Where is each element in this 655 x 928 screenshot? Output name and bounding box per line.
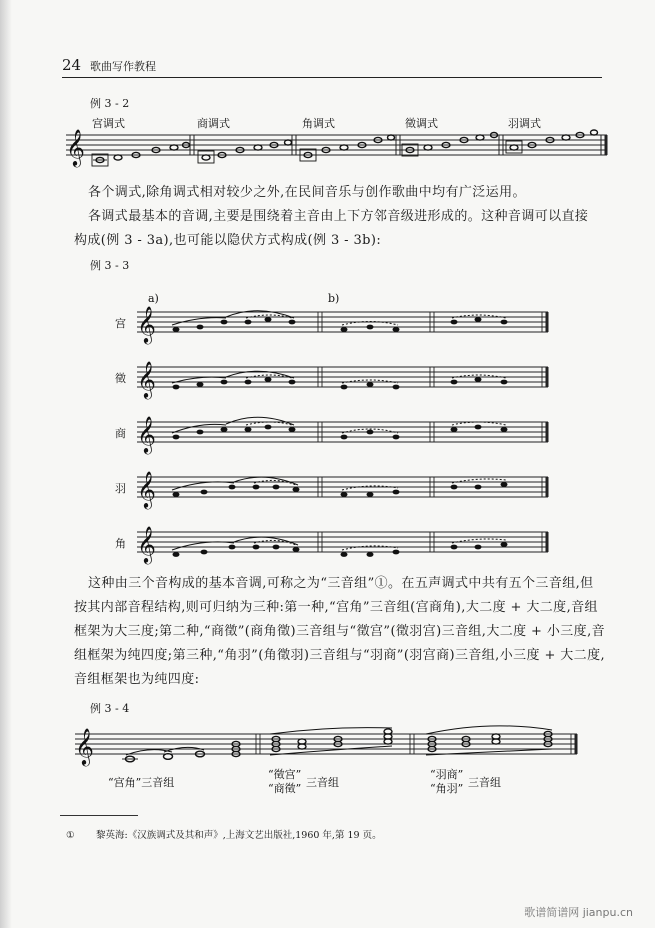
staff-row-yu bbox=[115, 470, 548, 509]
footnote-mark: ① bbox=[66, 830, 75, 841]
watermark: 歌谱简谱网 jianpu.cn bbox=[524, 906, 633, 919]
paragraph-line-2: 按其内部音程结构,则可归纳为三种:第一种,“宫角”三音组(宫商角),大二度 + 大二度,音组 bbox=[74, 600, 598, 615]
treble-clef-icon: 𝄞 bbox=[137, 415, 156, 453]
footnote bbox=[66, 827, 382, 841]
group2-caption-line1: “徵宫” bbox=[268, 768, 302, 781]
footnote-text: 黎英海:《汉族调式及其和声》,上海文艺出版社,1960 年,第 19 页。 bbox=[96, 830, 382, 841]
row-label-jue: 角 bbox=[115, 537, 126, 550]
treble-clef-icon: 𝄞 bbox=[137, 305, 156, 343]
paragraph-basic-tone-line1: 各调式最基本的音调,主要是围绕着主音由上下方邻音级进形成的。这种音调可以直接 bbox=[88, 209, 589, 224]
mode-label-gong: 宫调式 bbox=[92, 117, 125, 130]
paragraph-line-1: 这种由三个音构成的基本音调,可称之为“三音组”①。在五声调式中共有五个三音组,但 bbox=[88, 576, 594, 591]
book-title: 歌曲写作教程 bbox=[90, 60, 156, 73]
paragraph-three-note-groups bbox=[74, 572, 608, 692]
treble-clef-icon: 𝄞 bbox=[66, 128, 85, 166]
paragraph-basic-tone-line2: 构成(例 3 - 3a),也可能以隐伏方式构成(例 3 - 3b): bbox=[74, 233, 382, 248]
part-a-label: a) bbox=[148, 292, 159, 305]
paragraph-basic-tone bbox=[74, 205, 608, 253]
mode-label-zhi: 徵调式 bbox=[405, 117, 438, 130]
treble-clef-icon: 𝄞 bbox=[137, 360, 156, 398]
row-label-gong: 宫 bbox=[115, 317, 126, 330]
example-3-3-staves bbox=[0, 282, 655, 572]
group1-caption: “宫角”三音组 bbox=[108, 776, 175, 789]
page-header bbox=[62, 56, 602, 76]
row-label-yu: 羽 bbox=[115, 482, 126, 495]
header-rule bbox=[62, 77, 602, 78]
paragraph-modes-usage: 各个调式,除角调式相对较少之外,在民间音乐与创作歌曲中均有广泛运用。 bbox=[88, 185, 526, 200]
group3-caption-suffix: 三音组 bbox=[468, 776, 501, 789]
mode-label-shang: 商调式 bbox=[197, 117, 230, 130]
treble-clef-icon: 𝄞 bbox=[137, 525, 156, 563]
paragraph-line-5: 音组框架也为纯四度: bbox=[74, 672, 200, 687]
paragraph-line-3: 框架为大三度;第二种,“商徵”(商角徵)三音组与“徵宫”(徵羽宫)三音组,大二度 + 小三度,音 bbox=[74, 624, 606, 639]
staff-row-zhi bbox=[115, 360, 548, 399]
group3-caption-line2: “角羽” bbox=[430, 782, 464, 795]
footnote-rule bbox=[60, 815, 138, 816]
paragraph-line-4: 组框架为纯四度;第三种,“角羽”(角徵羽)三音组与“羽商”(羽宫商)三音组,小三度 + 大二度, bbox=[74, 648, 606, 663]
example-3-4-label: 例 3 - 4 bbox=[90, 702, 130, 715]
example-3-2-label: 例 3 - 2 bbox=[90, 97, 130, 110]
staff-row-shang bbox=[115, 415, 548, 454]
group3-caption-line1: “羽商” bbox=[430, 768, 464, 781]
row-label-shang: 商 bbox=[115, 427, 126, 440]
part-b-label: b) bbox=[328, 292, 340, 305]
mode-label-yu: 羽调式 bbox=[508, 117, 541, 130]
row-label-zhi: 徵 bbox=[115, 372, 126, 385]
staff-row-jue bbox=[115, 525, 548, 564]
mode-label-jue: 角调式 bbox=[302, 117, 335, 130]
example-3-4-staff bbox=[0, 712, 655, 802]
group2-caption-line2: “商徵” bbox=[268, 782, 302, 795]
treble-clef-icon: 𝄞 bbox=[75, 727, 94, 765]
staff-row-gong bbox=[115, 305, 548, 344]
treble-clef-icon: 𝄞 bbox=[137, 470, 156, 508]
group2-caption-suffix: 三音组 bbox=[306, 776, 339, 789]
example-3-3-label: 例 3 - 3 bbox=[90, 259, 130, 272]
page-number: 24 bbox=[62, 56, 82, 74]
